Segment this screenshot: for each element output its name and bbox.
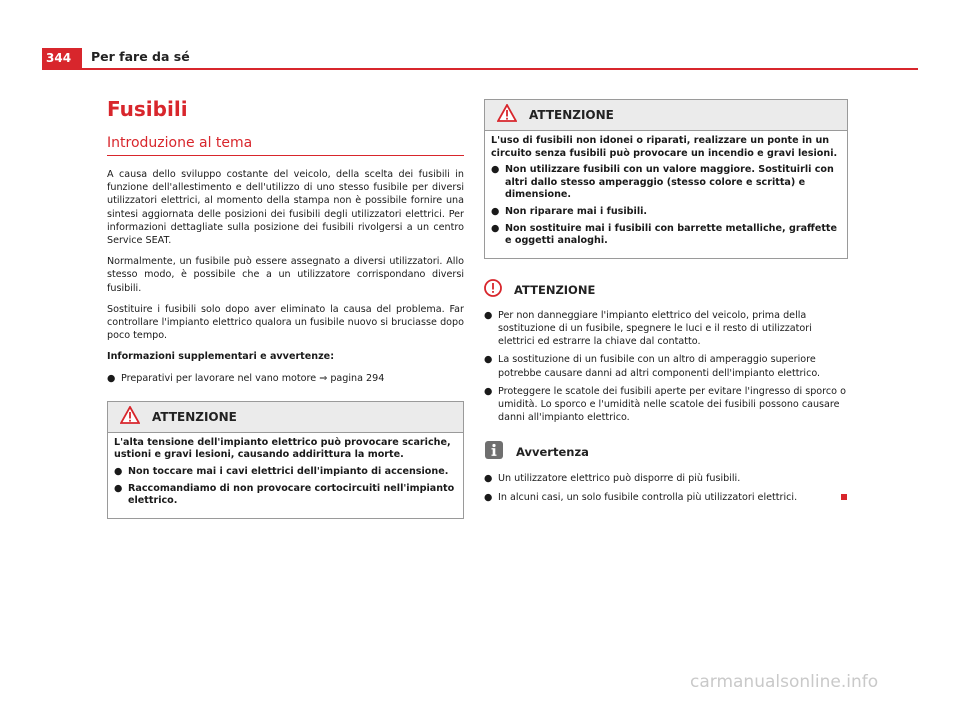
info-note-icon [484,440,504,464]
warning-box-high-voltage [107,401,464,519]
page-header [42,48,918,70]
caution-header [484,279,848,301]
bullet-dot: ● [114,482,123,494]
caution-bullet-text: La sostituzione di un fusibile con un altro di amperaggio superiore potrebbe causare danni ad altri componenti dell'impianto elettrico. [498,354,821,379]
caution-bullet [484,353,848,379]
warning-bullet [114,466,457,479]
warning-intro: L'alta tensione dell'impianto elettrico può provocare scariche, ustioni e gravi lesioni, causando addirittura la morte. [114,436,451,461]
warning-body [485,131,847,258]
intro-paragraph-2: Normalmente, un fusibile può essere assegnato a diversi utilizzatori. Allo stesso modo, è possibile che a un utilizzatore corrispondano diversi fusibili. [107,256,464,294]
warning-bullet [114,483,457,508]
end-of-section-mark [841,494,847,500]
bullet-dot: ● [484,385,493,397]
bullet-dot: ● [484,473,493,485]
caution-bullet [484,309,848,349]
right-column [484,99,848,509]
note-bullet-text: In alcuni casi, un solo fusibile controlla più utilizzatori elettrici. [498,491,798,503]
warning-bullet-text: Non riparare mai i fusibili. [505,205,648,217]
note-label: Avvertenza [516,445,589,460]
caution-circle-icon [484,279,502,301]
warning-bullet-text: Non toccare mai i cavi elettrici dell'impianto di accensione. [128,466,449,478]
bullet-dot: ● [484,309,493,321]
bullet-dot: ● [114,466,123,478]
warning-label: ATTENZIONE [529,108,614,122]
caution-bullet-text: Per non danneggiare l'impianto elettrico del veicolo, prima della sostituzione di un fusibile, spegnere le luci e il resto di utilizzatori elettrici ed estrarre la chiave dal contatto. [498,309,812,348]
bullet-dot: ● [491,205,500,217]
warning-header [485,100,847,131]
bullet-dot: ● [484,354,493,366]
warning-bullet [491,206,841,219]
watermark: carmanualsonline.info [690,672,879,692]
warning-bullet-text: Non sostituire mai i fusibili con barrette metalliche, graffette e oggetti analoghi. [505,222,838,247]
info-bullet-link[interactable]: Preparativi per lavorare nel vano motore ⇒ pagina 294 [121,372,385,384]
warning-intro: L'uso di fusibili non idonei o riparati, realizzare un ponte in un circuito senza fusibili può provocare un incendio e gravi lesioni. [491,135,838,159]
warning-box-fuses [484,99,848,259]
caution-bullet-text: Proteggere le scatole dei fusibili aperte per evitare l'ingresso di sporco o umidità. Lo sporco e l'umidità nelle scatole dei fusibili possono causare danni all'impianto elettrico. [498,385,846,424]
note-bullet [484,491,848,504]
bullet-dot: ● [484,491,493,503]
page-number: 344 [42,48,82,68]
left-column [107,97,464,519]
info-heading: Informazioni supplementari e avvertenze: [107,351,335,363]
note-bullet-text: Un utilizzatore elettrico può disporre di più fusibili. [498,473,741,485]
chapter-title: Per fare da sé [91,49,190,64]
bullet-dot: ● [491,222,500,234]
note-bullet [484,472,848,485]
section-subtitle: Introduzione al tema [107,135,464,156]
caution-bullet [484,385,848,425]
note-bullet-text-last [498,491,848,504]
info-bullet [107,372,464,385]
intro-paragraph-1: A causa dello sviluppo costante del veicolo, della scelta dei fusibili in funzione dell'allestimento e dell'utilizzo di uno stesso fusibile per diversi utilizzatori elettrici, al momento della stampa non è possibile fornire una sintesi aggiornata delle posizioni dei fusibili degli utilizzatori elettrici. Per informazioni dettagliate sulla posizione dei fusibili rivolgersi a un centro Service SEAT. [107,169,464,247]
section-title: Fusibili [107,97,188,121]
warning-triangle-icon [497,104,517,126]
warning-triangle-icon [120,406,140,428]
warning-bullet [491,164,841,202]
warning-header [108,402,463,433]
warning-body [108,433,463,518]
bullet-dot: ● [491,164,500,176]
warning-bullet [491,223,841,248]
intro-paragraph-3: Sostituire i fusibili solo dopo aver eliminato la causa del problema. Far controllare l'impianto elettrico qualora un fusibile nuovo si bruciasse dopo poco tempo. [107,303,464,342]
note-header [484,440,848,464]
warning-bullet-text: Non utilizzare fusibili con un valore maggiore. Sostituirli con altri dallo stesso amperaggio (stesso colore e scritta) e dimensione. [505,164,834,201]
caution-label: ATTENZIONE [514,282,596,297]
warning-label: ATTENZIONE [152,409,237,424]
warning-bullet-text: Raccomandiamo di non provocare cortocircuiti nell'impianto elettrico. [128,482,455,507]
bullet-dot: ● [107,372,116,384]
